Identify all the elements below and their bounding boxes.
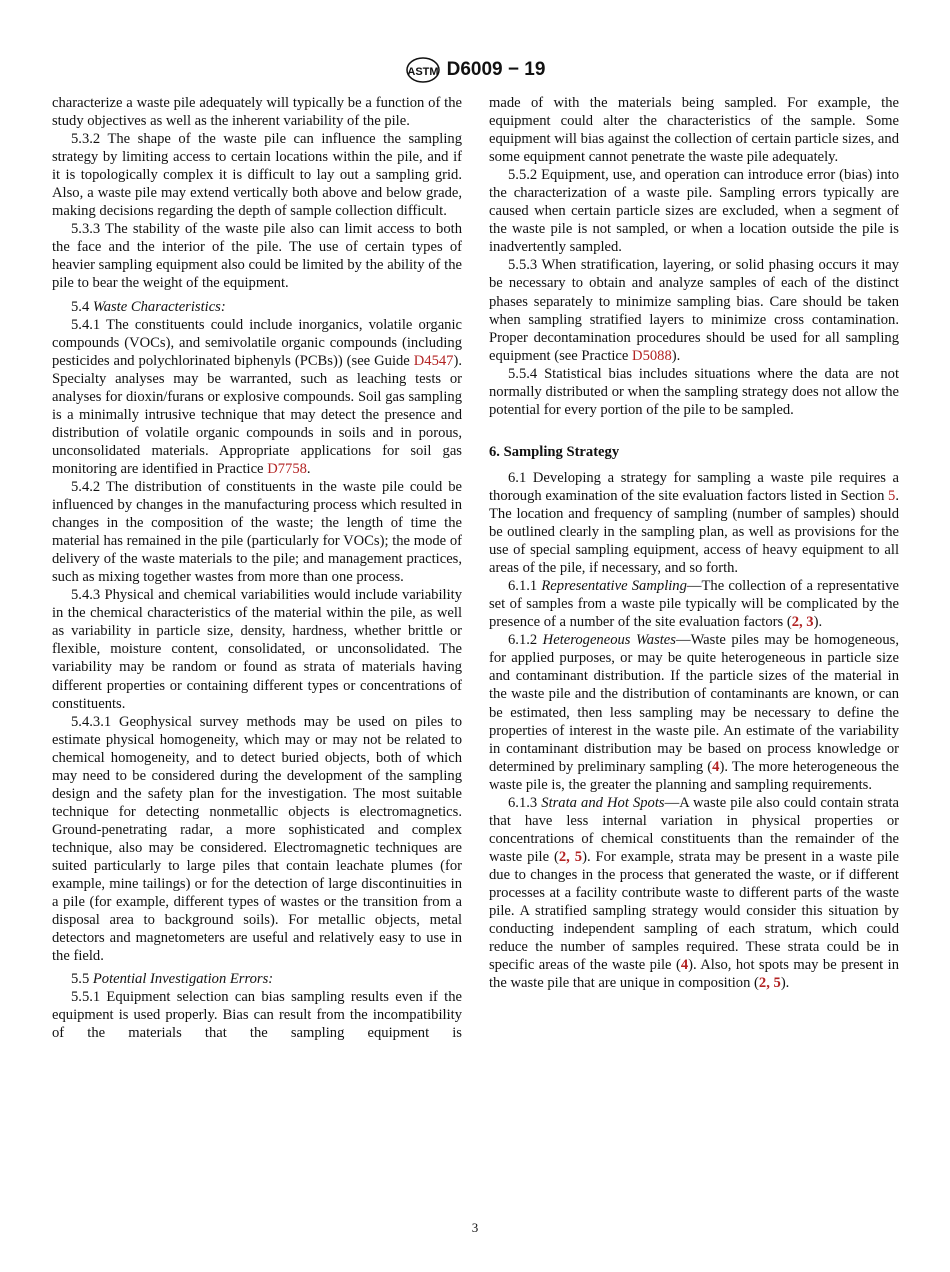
text-run: 6.1.3 xyxy=(508,794,542,811)
reference-link[interactable]: 5 xyxy=(888,487,896,504)
text-run: 5.4 xyxy=(71,298,93,315)
page-number: 3 xyxy=(471,1220,479,1235)
paragraph xyxy=(52,298,462,316)
text-run: ). xyxy=(780,975,790,992)
text-run: ). xyxy=(671,347,681,364)
paragraph xyxy=(489,469,899,577)
paragraph xyxy=(489,365,899,419)
paragraph xyxy=(52,94,462,130)
text-run: ). Also, hot spots may be present in the waste pile that are unique in composition ( xyxy=(489,957,899,992)
text-run: 5.4.3 Physical and chemical variabilities would include variability in the chemical characteristics of the material within the pile, as well as variability in particle size, density, hardness, whether brittle or flexible, moisture content, consolidated, or unconsolidated. The variability may be random or found as strata of materials having different properties or containing different types or concentrations of constituents. xyxy=(52,587,462,712)
reference-link[interactable]: D7758 xyxy=(267,460,307,477)
reference-link[interactable]: 2, 3 xyxy=(791,614,814,631)
reference-link[interactable]: 2, 5 xyxy=(558,848,583,865)
paragraph xyxy=(489,794,899,993)
astm-logo-icon xyxy=(405,56,441,84)
text-run: —Waste piles may be homogeneous, for applied purposes, or may be quite heterogeneous in particle size and contaminant distribution. If the particle sizes of the material in the waste pile and the distribution of contaminants are known, or can be estimated, then less sampling may be necessary to define the properties of interest in the waste pile. An estimate of the variability in contaminant distribution may be based on process knowledge or determined by preliminary sampling ( xyxy=(489,632,899,775)
text-run: . The location and frequency of sampling (number of samples) should be outlined clearly in the sampling plan, as well as provisions for the use of special sampling equipment, access of heavy equipment to all areas of the pile, if necessary, and so forth. xyxy=(489,487,899,577)
text-run: 5.4.1 The constituents could include inorganics, volatile organic compounds (VOCs), and semivolatile organic compounds (including pesticides and polychlorinated biphenyls (PCBs)) (see Guide xyxy=(52,316,462,369)
text-run: ). xyxy=(813,614,823,631)
text-run: 5.4.3.1 Geophysical survey methods may be used on piles to estimate physical homogeneity, which may or may not be related to chemical homogeneity, and to detect buried objects, both of which may need to be considered during the development of the sampling design and the safety plan for the investigation. The most suitable technique for detecting nonmetallic objects is electromagnetics. Ground-penetrating radar, a more sophisticated and complex technique, also may be considered. Electromagnetic techniques are suited particularly to large piles that contain leachate plumes (for example, mine tailings) or for the detection of large discontinuities in a pile (for example, different types of wastes or the transition from a disposal area to background soils). For metallic objects, metal detectors and magnetometers are useful and relatively easy to use in the field. xyxy=(52,713,462,965)
paragraph xyxy=(489,166,899,256)
text-run: 5.5 xyxy=(71,971,93,988)
right-column xyxy=(489,94,899,992)
text-run: 5.5.1 Equipment selection can bias sampling results even if the equipment is used properly. Bias can result from the incompatibility of the materials that the sampling equipment is xyxy=(52,989,462,1042)
text-run: 6.1.1 xyxy=(508,578,542,595)
text-run: ). For example, strata may be present in a waste pile due to changes in the process that generated the waste, or if different processes at a facility contribute waste to different parts of the waste pile. A stratified sampling strategy would consider this situation by conducting independent sampling of each stratum, which could reduce the number of samples required. These strata could be in specific areas of the waste pile ( xyxy=(489,848,900,974)
italic-subheading: Potential Investigation Errors: xyxy=(92,971,274,988)
paragraph xyxy=(52,220,462,292)
paragraph xyxy=(489,256,899,364)
paragraph xyxy=(489,577,899,631)
text-run: ). The more heterogeneous the waste pile is, the greater the planning and sampling requirements. xyxy=(489,758,899,793)
reference-link[interactable]: 2, 5 xyxy=(758,975,781,992)
paragraph xyxy=(489,631,899,793)
left-column xyxy=(52,94,462,1042)
text-run: 6.1.2 xyxy=(508,632,543,649)
paragraph xyxy=(52,970,462,988)
italic-subheading: Representative Sampling xyxy=(541,578,687,595)
paragraph xyxy=(489,94,899,166)
text-run: ). Specialty analyses may be warranted, such as leaching tests or analyses for dioxin/furans or explosive compounds. Soil gas sampling is a minimally intrusive technique that may detect the presence and distribution of volatile organic compounds in soils and in porous, unconsolidated materials. Appropriate applications for soil gas monitoring are identified in Practice xyxy=(52,352,462,477)
text-run: 5.5.4 Statistical bias includes situations where the data are not normally distributed or when the sampling strategy does not allow the potential for every portion of the pile to be sampled. xyxy=(489,365,899,418)
text-run: 5.5.3 When stratification, layering, or solid phasing occurs it may be necessary to obtain and analyze samples of each of the distinct phases separately to minimize sampling bias. Care should be taken when sampling stratified layers to minimize cross contamination. Proper decontamination procedures should be used for all sampling equipment (see Practice xyxy=(489,257,899,364)
paragraph xyxy=(52,316,462,478)
text-run: 5.4.2 The distribution of constituents in the waste pile could be influenced by changes in the manufacturing process which resulted in changes in the composition of the waste; the length of time the material has remained in the pile (particularly for VOCs); the mode of delivery of the waste materials to the pile; and management practices, such as mixing together wastes from more than one process. xyxy=(52,478,462,586)
italic-subheading: Waste Characteristics: xyxy=(92,298,226,315)
paragraph xyxy=(52,713,462,966)
text-run: made of with the materials being sampled. For example, the equipment could alter the characteristics of the sample. Some equipment will bias against the collection of certain particle sizes, and some equipment cannot penetrate the waste pile adequately. xyxy=(489,95,899,166)
paragraph xyxy=(52,586,462,712)
svg-text:ASTM: ASTM xyxy=(407,66,439,78)
reference-link[interactable]: D5088 xyxy=(632,347,672,364)
paragraph xyxy=(52,130,462,220)
page-header xyxy=(0,56,950,84)
italic-subheading: Strata and Hot Spots xyxy=(541,794,665,811)
text-run: 5.3.3 The stability of the waste pile also can limit access to both the face and the interior of the pile. The use of certain types of heavier sampling equipment also could be limited by the ability of the pile to bear the weight of the equipment. xyxy=(52,221,462,292)
text-run: . xyxy=(306,460,311,477)
text-run: 5.5.2 Equipment, use, and operation can introduce error (bias) into the characterization of a waste pile. Sampling errors typically are caused when certain particle sizes are excluded, when a segment of the waste pile is not sampled, or when a location outside the pile is inadvertently sampled. xyxy=(489,167,899,256)
paragraph xyxy=(52,478,462,586)
text-run: 6.1 Developing a strategy for sampling a waste pile requires a thorough examination of the site evaluation factors listed in Section xyxy=(489,469,899,504)
section-heading xyxy=(489,443,899,461)
italic-subheading: Heterogeneous Wastes xyxy=(542,632,676,649)
document-id: D6009 − 19 xyxy=(446,59,546,80)
text-run: 5.3.2 The shape of the waste pile can influence the sampling strategy by limiting access to certain locations within the pile, and if it is topologically complex it is difficult to lay out a sampling grid. Also, a waste pile may extend vertically both above and below grade, making decisions regarding the depth of sample collection difficult. xyxy=(52,131,462,220)
reference-link[interactable]: 4 xyxy=(712,758,720,775)
text-run: 6. Sampling Strategy xyxy=(489,443,620,460)
reference-link[interactable]: 4 xyxy=(680,957,689,974)
paragraph xyxy=(52,988,462,1042)
text-run: characterize a waste pile adequately will typically be a function of the study objectives as well as the inherent variability of the pile. xyxy=(52,95,462,130)
text-run: —A waste pile also could contain strata that have less internal variation in physical properties or concentrations of chemical constituents than the remainder of the waste pile ( xyxy=(489,794,899,865)
text-run: —The collection of a representative set of samples from a waste pile typically will be complicated by the presence of a number of the site evaluation factors ( xyxy=(489,578,899,631)
reference-link[interactable]: D4547 xyxy=(413,352,454,369)
